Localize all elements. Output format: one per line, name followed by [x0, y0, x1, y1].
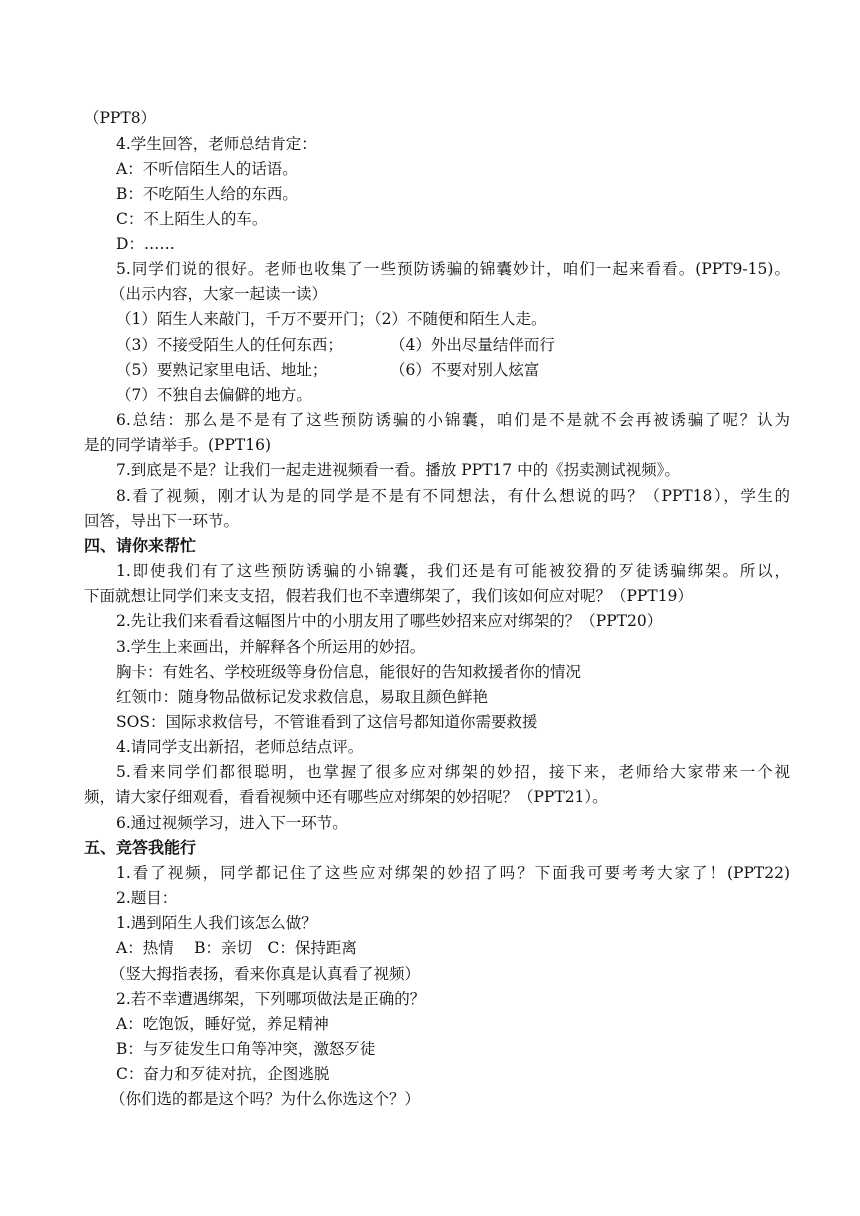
- text-line: （4）外出尽量结伴而行: [390, 336, 555, 354]
- text-line: 1.看了视频，同学都记住了这些应对绑架的妙招了吗？下面我可要考考大家了！(PPT22): [116, 864, 790, 882]
- text-line: SOS：国际求救信号，不管谁看到了这信号都知道你需要救援: [116, 713, 538, 731]
- text-line: D：……: [116, 235, 175, 253]
- text-line: 红领巾：随身物品做标记发求救信息，易取且颜色鲜艳: [116, 688, 489, 706]
- text-line: 5.看来同学们都很聪明，也掌握了很多应对绑架的妙招，接下来，老师给大家带来一个视: [116, 763, 790, 781]
- text-line: （竖大拇指表扬，看来你真是认真看了视频）: [110, 965, 421, 983]
- text-line: （1）陌生人来敲门，千万不要开门；（2）不随便和陌生人走。: [116, 310, 547, 328]
- text-line: 3.学生上来画出，并解释各个所运用的妙招。: [116, 638, 426, 656]
- text-line: （PPT8）: [84, 109, 157, 127]
- text-line: （3）不接受陌生人的任何东西；: [116, 336, 343, 354]
- text-line: 是的同学请举手。(PPT16): [84, 436, 272, 454]
- text-line: 5.同学们说的很好。老师也收集了一些预防诱骗的锦囊妙计，咱们一起来看看。(PPT9-15)。: [116, 260, 790, 278]
- text-line: 胸卡：有姓名、学校班级等身份信息，能很好的告知救援者你的情况: [116, 663, 582, 681]
- text-line: （你们选的都是这个吗？为什么你选这个？）: [110, 1090, 421, 1108]
- text-line: A：不听信陌生人的话语。: [116, 160, 298, 178]
- section-heading: 四、请你来帮忙: [84, 536, 197, 555]
- text-line: （出示内容，大家一起读一读）: [110, 285, 328, 303]
- text-line: 2.题目：: [116, 889, 178, 907]
- text-line: 回答，导出下一环节。: [84, 512, 240, 530]
- text-line: 2.先让我们来看看这幅图片中的小朋友用了哪些妙招来应对绑架的？（PPT20）: [116, 612, 663, 630]
- text-line: 7.到底是不是？让我们一起走进视频看一看。播放 PPT17 中的《拐卖测试视频》。: [116, 461, 680, 479]
- text-line: 1.遇到陌生人我们该怎么做？: [116, 914, 317, 932]
- text-line: （7）不独自去偏僻的地方。: [116, 386, 312, 404]
- text-line: 6.通过视频学习，进入下一环节。: [116, 814, 348, 832]
- section-heading: 五、竞答我能行: [84, 838, 197, 857]
- text-line: C：奋力和歹徒对抗，企图逃脱: [116, 1065, 330, 1083]
- text-line: C：不上陌生人的车。: [116, 210, 268, 228]
- text-line: （5）要熟记家里电话、地址；: [116, 361, 328, 379]
- text-line: 频，请大家仔细观看，看看视频中还有哪些应对绑架的妙招呢？（PPT21）。: [84, 788, 608, 806]
- text-line: A：吃饱饭，睡好觉，养足精神: [116, 1015, 329, 1033]
- text-line: B：与歹徒发生口角等冲突，激怒歹徒: [116, 1040, 376, 1058]
- text-line: 8.看了视频，刚才认为是的同学是不是有不同想法，有什么想说的吗？（PPT18），学生的: [116, 487, 790, 505]
- text-line: 1.即使我们有了这些预防诱骗的小锦囊，我们还是有可能被狡猾的歹徒诱骗绑架。所以，: [116, 562, 790, 580]
- text-line: （6）不要对别人炫富: [390, 361, 540, 379]
- text-line: 下面就想让同学们来支支招，假若我们也不幸遭绑架了，我们该如何应对呢？（PPT19）: [84, 587, 693, 605]
- text-line: 6.总结：那么是不是有了这些预防诱骗的小锦囊，咱们是不是就不会再被诱骗了呢？认为: [116, 411, 790, 429]
- text-line: 4.请同学支出新招，老师总结点评。: [116, 738, 364, 756]
- text-line: 2.若不幸遭遇绑架，下列哪项做法是正确的？: [116, 990, 426, 1008]
- text-line: B：不吃陌生人给的东西。: [116, 185, 298, 203]
- text-line: A：热情 B：亲切 C：保持距离: [116, 939, 357, 957]
- text-line: 4.学生回答，老师总结肯定：: [116, 135, 317, 153]
